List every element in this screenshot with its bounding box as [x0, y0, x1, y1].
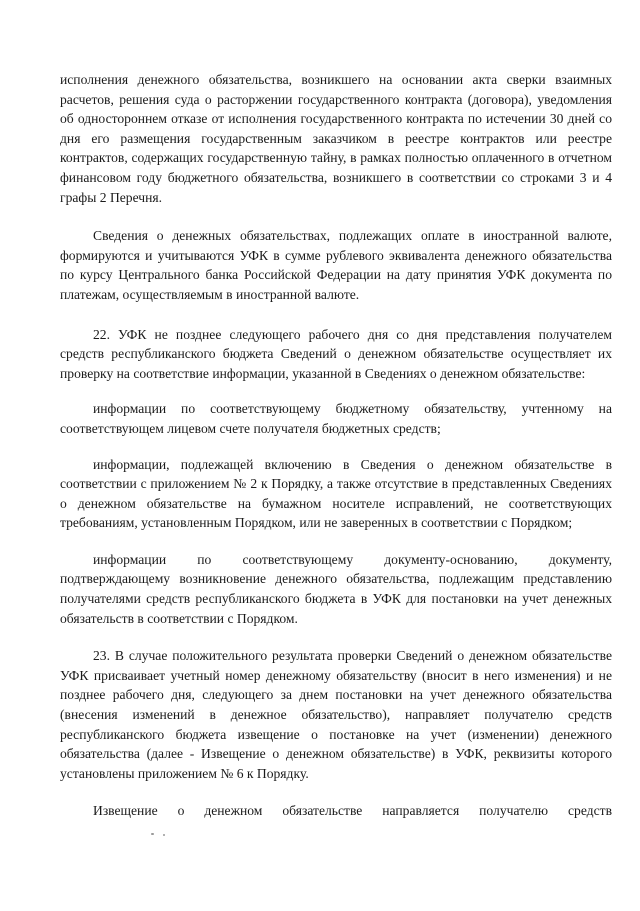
scan-speck [151, 833, 154, 835]
paragraph-continuation: исполнения денежного обязательства, возникшего на основании акта сверки взаимных расчетов, решения суда о расторжении государственного контракта (договора), уведомления об одностороннем отказе от исполнения государственного контракта по истечении 30 дней со дня его размещения государственным заказчиком в реестре контрактов или реестре контрактов, содержащих государственную тайну, в рамках полностью оплаченного в отчетном финансовом году бюджетного обязательства, возникшего в соответствии со строками 3 и 4 графы 2 Перечня. [60, 72, 612, 205]
scan-speck [163, 834, 165, 836]
paragraph-foreign-currency: Сведения о денежных обязательствах, подлежащих оплате в иностранной валюте, формируются и учитываются УФК в сумме рублевого эквивалента денежного обязательства по курсу Центрального банка Российской Федерации на дату принятия УФК документа по платежам, осуществляемым в иностранной валюте. [60, 228, 612, 302]
paragraph-clause-23: 23. В случае положительного результата проверки Сведений о денежном обязательстве УФК присваивает учетный номер денежному обязательству (вносит в него изменения) и не позднее рабочего дня, следующего за днем постановки на учет денежного обязательства (внесения изменений в денежное обязательство), направляет получателю средств республиканского бюджета извещение о постановке на учет (изменении) денежного обязательства (далее - Извещение о денежном обязательстве) в УФК, реквизиты которого установлены приложением № 6 к Порядку. [60, 648, 612, 781]
paragraph-check-base-document: информации по соответствующему документу-основанию, документу, подтверждающему возникновение денежного обязательства, подлежащим представлению получателями средств республиканского бюджета в УФК для постановки на учет денежных обязательств в соответствии с Порядком. [60, 551, 612, 626]
document-body [60, 70, 612, 821]
paragraph-check-appendix-2: информации, подлежащей включению в Сведения о денежном обязательстве в соответствии с приложением № 2 к Порядку, а также отсутствие в представленных Сведениях о денежном обязательстве на бумажном носителе исправлений, не соответствующих требованиям, установленным Порядком, или не заверенных в соответствии с Порядком; [60, 456, 612, 531]
paragraph-notice-sent: Извещение о денежном обязательстве направляется получателю средств [93, 803, 612, 819]
paragraph-clause-22: 22. УФК не позднее следующего рабочего дня со дня представления получателем средств республиканского бюджета Сведений о денежном обязательстве осуществляет их проверку на соответствие информации, указанной в Сведениях о денежном обязательстве: [60, 326, 612, 381]
paragraph-check-budget-obligation: информации по соответствующему бюджетному обязательству, учтенному на соответствующем лицевом счете получателя бюджетных средств; [60, 401, 612, 436]
